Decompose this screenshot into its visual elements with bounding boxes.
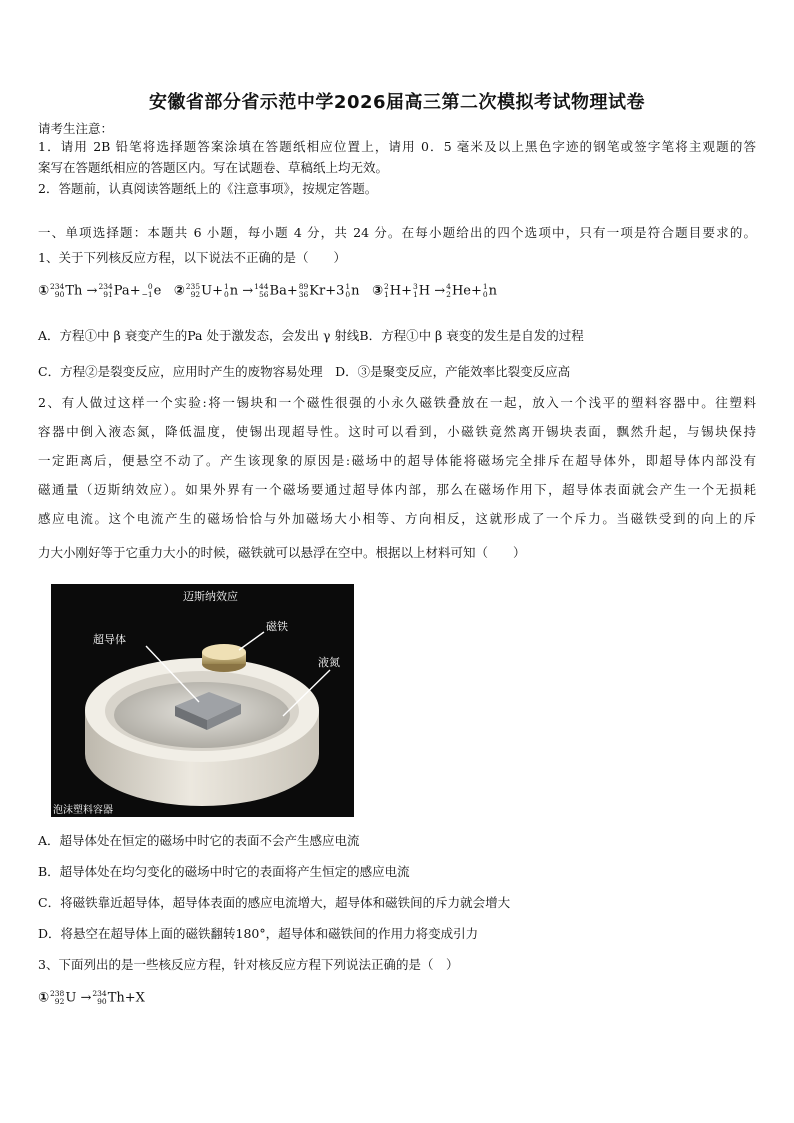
q2-paragraph-line: 一定距离后，便悬空不动了。产生该现象的原因是:磁场中的超导体能将磁场完全排斥在超导体外，即超导体内部没有 xyxy=(38,453,756,468)
deuterium: H xyxy=(389,283,402,299)
notice-header: 请考生注意： xyxy=(38,121,114,136)
q3-stem: 3、下面列出的是一些核反应方程，针对核反应方程下列说法正确的是（ ） xyxy=(38,957,459,972)
section-heading: 一、单项选择题：本题共 6 小题，每小题 4 分，共 24 分。在每小题给出的四个选项中，只有一项是符合题目要求的。 xyxy=(38,225,756,240)
nuclide-pa: Pa xyxy=(113,283,130,299)
reaction-arrow: → xyxy=(242,283,254,299)
neutron-indices: 1 0 xyxy=(223,282,229,299)
reaction-arrow: → xyxy=(80,990,92,1006)
q1-options-c-d: C．方程②是裂变反应，应用时产生的废物容易处理 D．③是聚变反应，产能效率比裂变反应高 xyxy=(38,364,571,379)
notice-item-1-line-1: 1．请用 2B 铅笔将选择题答案涂填在答题纸相应位置上，请用 0．5 毫米及以上黑色字迹的钢笔或签字笔将主观题的答 xyxy=(38,139,756,154)
q2-option-d: D．将悬空在超导体上面的磁铁翻转180°，超导体和磁铁间的作用力将变成引力 xyxy=(38,926,479,941)
q1-equations xyxy=(38,283,497,299)
plus-sign: + xyxy=(470,283,482,299)
figure-caption: 迈斯纳效应 xyxy=(183,590,238,603)
neutron-indices: 1 0 xyxy=(345,282,351,299)
label-magnet: 磁铁 xyxy=(266,620,288,633)
label-container: 泡沫塑料容器 xyxy=(53,805,113,816)
q2-option-a: A．超导体处在恒定的磁场中时它的表面不会产生感应电流 xyxy=(38,833,360,848)
product-x: +X xyxy=(124,990,145,1006)
nuclide-ba-indices: 144 56 xyxy=(254,282,269,299)
q2-paragraph-line: 感应电流。这个电流产生的磁场恰恰与外加磁场大小相等、方向相反，这就形成了一个斥力。当磁铁受到的向上的斥 xyxy=(38,511,756,526)
nuclide-th: Th xyxy=(65,283,83,299)
neutron: n xyxy=(351,283,360,299)
nuclide-kr-indices: 89 36 xyxy=(298,282,309,299)
neutron: n xyxy=(488,283,498,299)
neutron: n xyxy=(229,283,239,299)
plus-three: +3 xyxy=(325,283,345,299)
particle-e-indices: 0 −1 xyxy=(141,282,153,299)
eq-number: ① xyxy=(38,990,50,1006)
nuclide-u-indices: 235 92 xyxy=(185,282,201,299)
nuclide-th: Th xyxy=(107,990,125,1006)
helium: He xyxy=(451,283,471,299)
tritium-indices: 3 1 xyxy=(413,282,418,299)
nuclide-u-indices: 238 92 xyxy=(50,989,65,1006)
nuclide-ba: Ba xyxy=(269,283,287,299)
q2-paragraph-line: 2、有人做过这样一个实验:将一锡块和一个磁性很强的小永久磁铁叠放在一起，放入一个浅平的塑料容器中。往塑料 xyxy=(38,395,756,410)
nuclide-u: U xyxy=(201,283,213,299)
q2-option-b: B．超导体处在均匀变化的磁场中时它的表面将产生恒定的感应电流 xyxy=(38,864,410,879)
nuclide-th-indices: 234 90 xyxy=(50,282,65,299)
reaction-arrow: → xyxy=(434,283,446,299)
eq2-number: ② xyxy=(173,283,185,299)
reaction-arrow: → xyxy=(86,283,98,299)
q1-options-a-b: A．方程①中 β 衰变产生的Pa 处于激发态，会发出 γ 射线B．方程①中 β 衰变的发生是自发的过程 xyxy=(38,328,584,343)
page-title: 安徽省部分省示范中学2026届高三第二次模拟考试物理试卷 xyxy=(148,92,646,113)
label-superconductor: 超导体 xyxy=(93,633,126,646)
label-liquid-nitrogen: 液氮 xyxy=(318,656,340,669)
plus-sign: + xyxy=(286,283,298,299)
meissner-effect-figure xyxy=(51,584,354,817)
q2-paragraph-line: 力大小刚好等于它重力大小的时候，磁铁就可以悬浮在空中。根据以上材料可知（ ） xyxy=(38,545,526,560)
neutron-indices: 1 0 xyxy=(482,282,488,299)
helium-indices: 4 2 xyxy=(446,282,451,299)
q2-paragraph-line: 容器中倒入液态氮，降低温度，使锡出现超导性。这时可以看到，小磁铁竟然离开锡块表面，飘然升起，与锡块保持 xyxy=(38,424,756,439)
nuclide-pa-indices: 234 91 xyxy=(98,282,113,299)
q2-paragraph-line: 磁通量（迈斯纳效应）。如果外界有一个磁场要通过超导体内部，那么在磁场作用下，超导体表面就会产生一个无损耗 xyxy=(38,482,756,497)
notice-item-1-line-2: 案写在答题纸相应的答题区内。写在试题卷、草稿纸上均无效。 xyxy=(38,160,389,175)
nuclide-u: U xyxy=(65,990,77,1006)
q3-equation-1 xyxy=(38,990,145,1006)
plus-sign: + xyxy=(129,283,141,299)
eq1-number: ① xyxy=(38,283,50,299)
plus-sign: + xyxy=(401,283,412,299)
particle-e: e xyxy=(153,283,162,299)
notice-item-2: 2．答题前，认真阅读答题纸上的《注意事项》，按规定答题。 xyxy=(38,181,378,196)
plus-sign: + xyxy=(212,283,223,299)
deuterium-indices: 2 1 xyxy=(383,282,389,299)
nuclide-th-indices: 234 90 xyxy=(92,989,107,1006)
q2-option-c: C．将磁铁靠近超导体，超导体表面的感应电流增大，超导体和磁铁间的斥力就会增大 xyxy=(38,895,511,910)
tritium: H xyxy=(418,283,431,299)
eq3-number: ③ xyxy=(371,283,383,299)
nuclide-kr: Kr xyxy=(309,283,326,299)
q1-stem: 1、关于下列核反应方程，以下说法不正确的是（ ） xyxy=(38,250,346,265)
